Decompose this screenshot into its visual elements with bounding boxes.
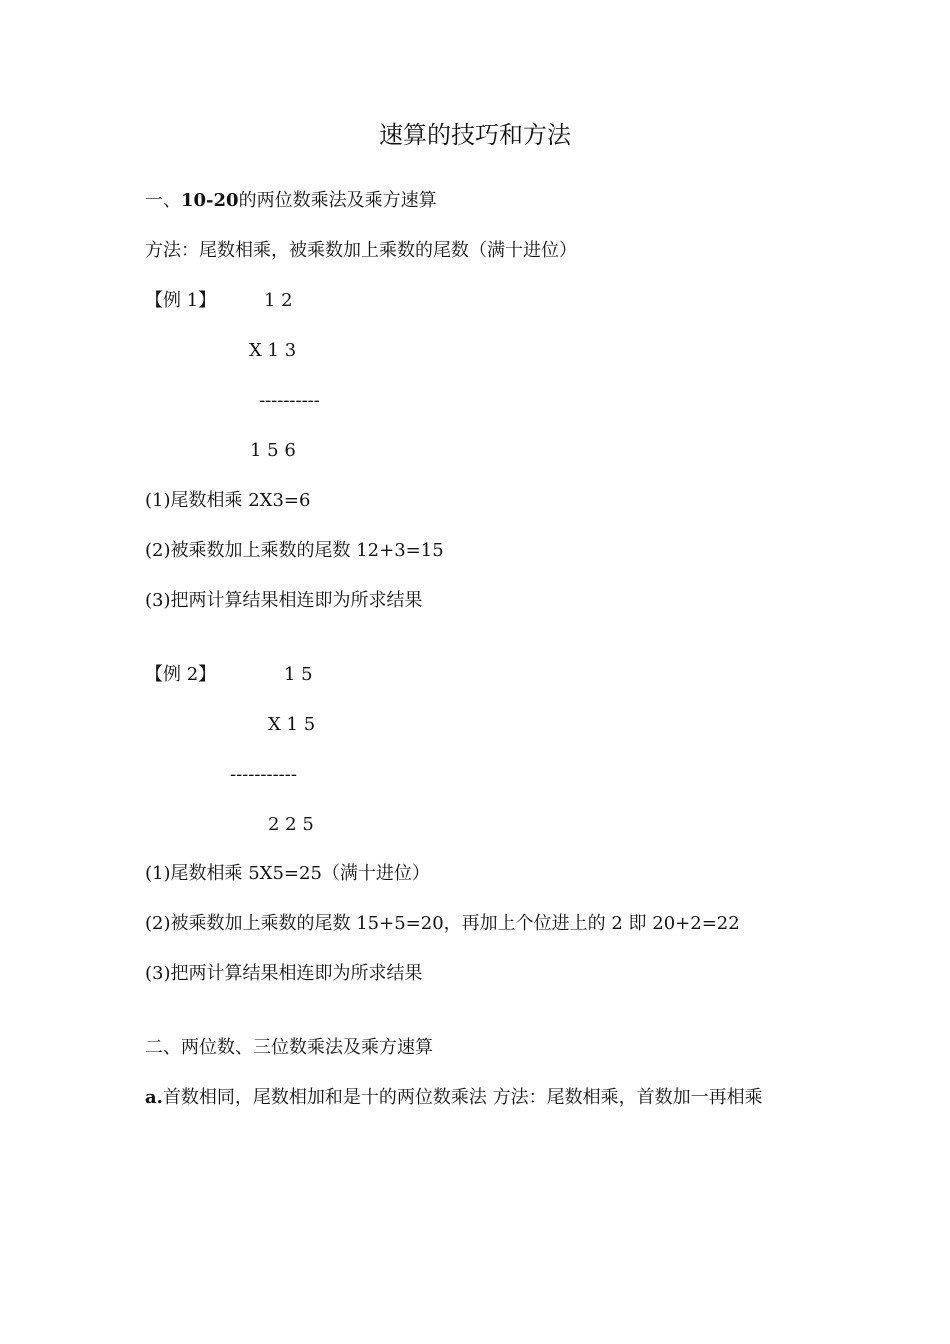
page-title: 速算的技巧和方法 — [379, 121, 571, 149]
example-2-result: 2 2 5 — [268, 814, 314, 835]
example-2-label: 【例 2】 — [145, 664, 217, 685]
example-2-step-1: (1)尾数相乘 5X5=25（满十进位） — [145, 863, 430, 884]
example-2-divider: ----------- — [230, 764, 297, 785]
example-2-step-3: (3)把两计算结果相连即为所求结果 — [145, 963, 423, 984]
section-2-item-a-marker: a. — [145, 1087, 163, 1108]
example-1-step-1: (1)尾数相乘 2X3=6 — [145, 490, 311, 511]
example-1-step-3: (3)把两计算结果相连即为所求结果 — [145, 590, 423, 611]
example-2-multiplicand: 1 5 — [284, 664, 313, 685]
example-1-divider: ---------- — [259, 390, 320, 411]
example-2-multiplier: X 1 5 — [268, 714, 316, 735]
section-2-item-a — [145, 1086, 763, 1110]
example-1-result: 1 5 6 — [250, 440, 296, 461]
section-1-range: 10-20 — [181, 190, 239, 211]
example-1-multiplier: X 1 3 — [249, 340, 297, 361]
example-1-multiplicand: 1 2 — [264, 290, 293, 311]
section-1-heading — [145, 189, 437, 213]
example-1-step-2: (2)被乘数加上乘数的尾数 12+3=15 — [145, 540, 444, 561]
section-2-heading: 二、两位数、三位数乘法及乘方速算 — [145, 1037, 433, 1058]
section-2-item-a-text: 首数相同，尾数相加和是十的两位数乘法 方法：尾数相乘，首数加一再相乘 — [162, 1087, 763, 1108]
section-1-method: 方法：尾数相乘，被乘数加上乘数的尾数（满十进位） — [145, 240, 577, 261]
example-1-label: 【例 1】 — [145, 290, 217, 311]
section-1-suffix: 的两位数乘法及乘方速算 — [238, 190, 437, 211]
section-1-prefix: 一、 — [145, 190, 181, 211]
example-2-step-2: (2)被乘数加上乘数的尾数 15+5=20，再加上个位进上的 2 即 20+2=22 — [145, 913, 740, 934]
